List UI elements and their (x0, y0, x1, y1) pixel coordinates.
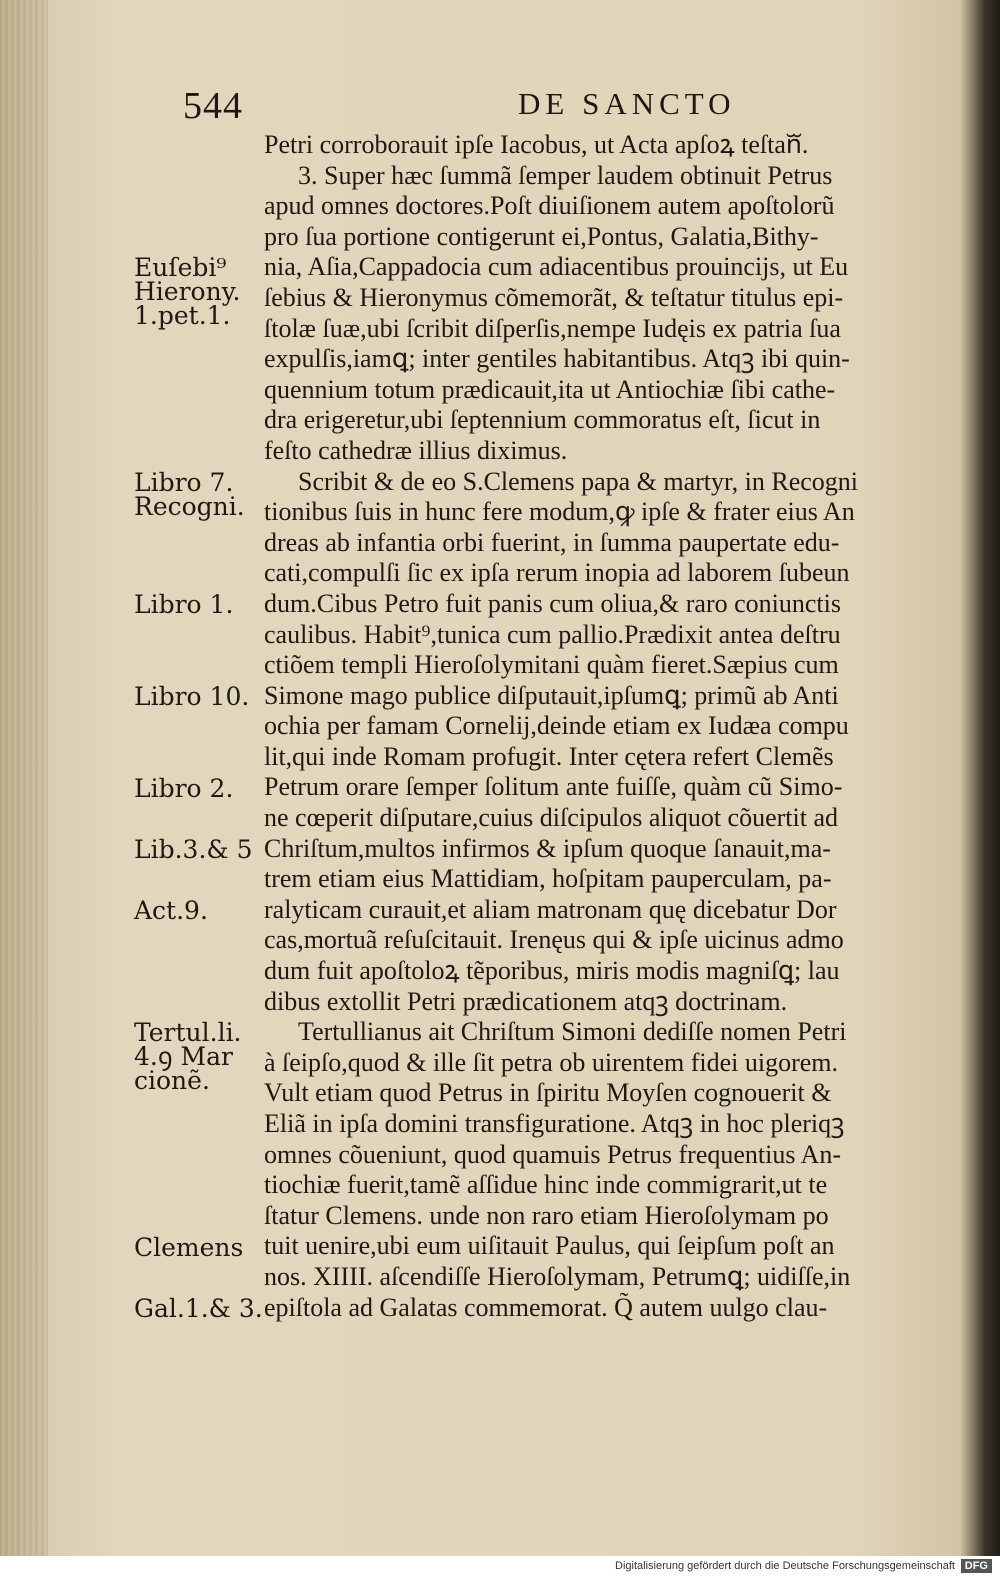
text-line: ne cœperit diſputare,cuius diſcipulos aliquot cõuertit ad (264, 803, 839, 833)
text-line: dum fuit apoſtoloꝝ tẽporibus, miris modis magniſꝗ; lau (264, 956, 840, 986)
margin-note-line: Libro 1. (134, 590, 234, 619)
page-number: 544 (183, 85, 243, 127)
margin-note (134, 467, 245, 521)
text-line: trem etiam eius Mattidiam, hoſpitam pauperculam, pa- (264, 864, 832, 894)
text-line: epiſtola ad Galatas commemorat. Q̃ autem uulgo clau- (264, 1292, 828, 1322)
margin-note (134, 773, 234, 803)
margin-note (134, 681, 250, 711)
text-line: tuit uenire,ubi eum uiſitauit Paulus, qui ſeipſum poſt an (264, 1231, 835, 1261)
margin-note (134, 896, 208, 925)
text-line: ochia per famam Cornelij,deinde etiam ex Iudæa compu (264, 711, 849, 741)
text-line: expulſis,iamꝗ; inter gentiles habitantibus. Atqꝫ ibi quin- (264, 344, 850, 374)
text-line: Chriſtum,multos infirmos & ipſum quoque ſanauit,ma- (264, 833, 831, 863)
footer-bar (0, 1556, 1000, 1579)
margin-note-line: Gal.1.& 3. (134, 1293, 263, 1323)
text-line: Eliã in ipſa domini transfiguratione. Atqꝫ in hoc pleriqꝫ (264, 1109, 845, 1138)
text-line: dreas ab infantia orbi fuerint, in ſumma paupertate edu- (264, 527, 840, 557)
running-head (0, 78, 1000, 128)
text-line: à ſeipſo,quod & ille ſit petra ob uirentem fidei uigorem. (264, 1047, 839, 1077)
text-line: dra erigeretur,ubi ſeptennium commoratus eſt, ſicut in (264, 405, 821, 435)
text-line: tionibus ſuis in hunc fere modum,ꝙ ipſe & frater eius An (264, 497, 855, 527)
margin-note (134, 590, 234, 619)
text-line: caulibus. Habit⁹,tunica cum pallio.Prædixit antea deſtru (264, 619, 841, 649)
margin-note-line: Recogni. (134, 491, 245, 521)
text-line: ſtatur Clemens. unde non raro etiam Hieroſolymam po (264, 1200, 829, 1230)
text-line: quennium totum prædicauit,ita ut Antiochiæ ſibi cathe- (264, 374, 836, 404)
dfg-logo: DFG (961, 1559, 992, 1573)
text-line: Petrum orare ſemper ſolitum ante fuiſſe, quàm cũ Simo- (264, 772, 843, 802)
margin-note (134, 834, 253, 864)
margin-note (134, 1293, 263, 1323)
margin-note-line: Hierony. (134, 277, 241, 307)
text-line: pro ſua portione contigerunt ei,Pontus, Galatia,Bithy- (264, 221, 819, 251)
text-line: ralyticam curauit,et aliam matronam quę dicebatur Dor (264, 894, 837, 924)
text-line: dibus extollit Petri prædicationem atqꝫ doctrinam. (264, 986, 788, 1016)
text-line: omnes cõueniunt, quod quamuis Petrus frequentius An- (264, 1139, 841, 1169)
text-line: cati,compulſi ſic ex ipſa rerum inopia ad laborem ſubeun (264, 558, 850, 588)
text-line: Tertullianus ait Chriſtum Simoni dediſſe nomen Petri (298, 1017, 847, 1047)
page-edge (0, 0, 48, 1579)
margin-note-line: 4.ꝯ Mar (134, 1042, 233, 1072)
text-line: nia, Aſia,Cappadocia cum adiacentibus prouincijs, ut Eu (264, 252, 849, 282)
running-title: DE SANCTO (518, 86, 736, 121)
margin-note-line: 1.pet.1. (134, 301, 231, 331)
margin-note-line: Libro 10. (134, 681, 250, 711)
margin-note (134, 1232, 244, 1262)
margin-note (134, 1018, 242, 1096)
margin-note-line: Tertul.li. (134, 1018, 242, 1048)
text-line: ctiõem templi Hieroſolymitani quàm fieret.Sæpius cum (264, 650, 839, 680)
text-line: ſtolæ ſuæ,ubi ſcribit diſperſis,nempe Iudęis ex patria ſua (264, 313, 841, 343)
margin-note-line: Euſebi⁹ (134, 253, 227, 283)
margin-note-line: cionẽ. (134, 1066, 210, 1096)
margin-note (134, 253, 241, 331)
text-line: nos. XIIII. aſcendiſſe Hieroſolymam, Petrumꝗ; uidiſſe,in (264, 1261, 851, 1291)
text-line: Vult etiam quod Petrus in ſpiritu Moyſen cognouerit & (264, 1078, 832, 1108)
text-line: ſebius & Hieronymus cõmemorãt, & teſtatur titulus epi- (264, 282, 844, 312)
text-line: lit,qui inde Romam profugit. Inter cętera refert Clemẽs (264, 741, 834, 771)
main-text-block (264, 130, 984, 1323)
text-line: cas,mortuã reſuſcitauit. Irenęus qui & ipſe uicinus admo (264, 925, 844, 955)
funding-notice: Digitalisierung gefördert durch die Deutsche Forschungsgemeinschaft (615, 1560, 955, 1572)
margin-note-line: Libro 2. (134, 773, 234, 803)
text-line: Scribit & de eo S.Clemens papa & martyr, in Recogni (298, 466, 859, 496)
text-line: Simone mago publice diſputauit,ipſumꝗ; primũ ab Anti (264, 680, 839, 710)
text-line: 3. Super hæc ſummã ſemper laudem obtinuit Petrus (298, 160, 833, 190)
margin-note-line: Lib.3.& 5 (134, 834, 253, 864)
margin-note-line: Act.9. (134, 896, 208, 925)
text-line: dum.Cibus Petro fuit panis cum oliua,& raro coniunctis (264, 588, 841, 618)
margin-note-line: Clemens (134, 1232, 244, 1262)
text-line: Petri corroborauit ipſe Iacobus, ut Acta apſoꝝ teſtanᷓ. (264, 130, 809, 159)
text-line: tiochiæ fuerit,tamẽ aſſidue hinc inde commigrarit,ut te (264, 1170, 828, 1200)
text-line: apud omnes doctores.Poſt diuiſionem autem apoſtolorũ (264, 191, 835, 221)
margin-note-line: Libro 7. (134, 467, 234, 497)
text-line: feſto cathedræ illius diximus. (264, 435, 568, 465)
